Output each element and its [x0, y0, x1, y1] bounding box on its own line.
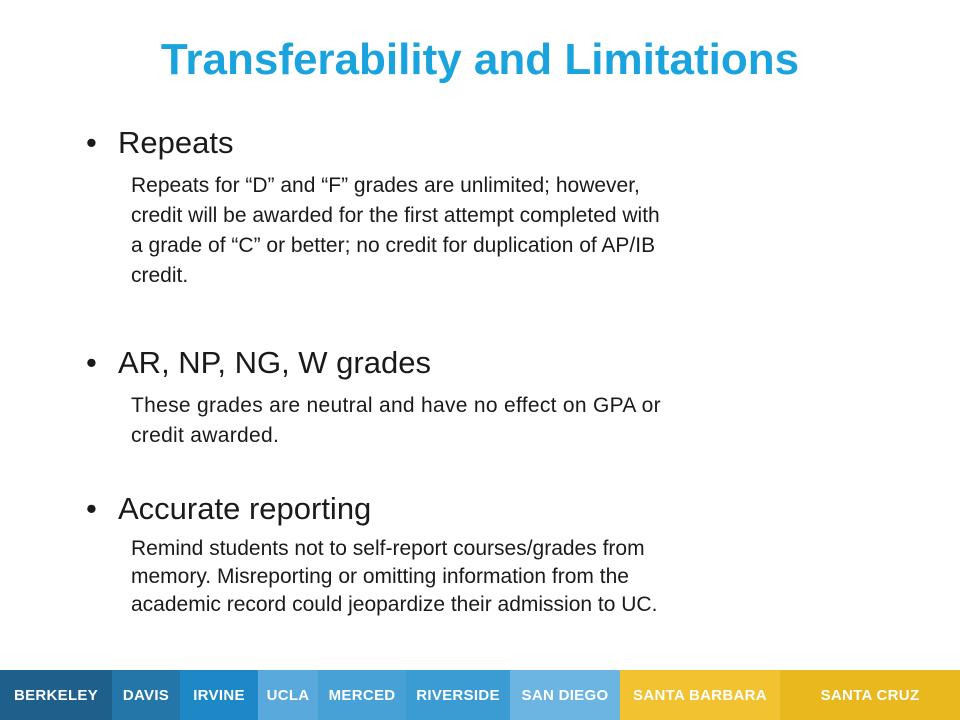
- bullet-body: [80, 171, 880, 291]
- campus-merced: MERCED: [318, 670, 406, 720]
- bullet-dot-icon: •: [86, 491, 97, 526]
- body-line: Remind students not to self-report courses/grades from: [131, 537, 645, 561]
- bullet-body: [80, 391, 880, 451]
- section-grades: [80, 344, 880, 451]
- campus-santa-barbara: SANTA BARBARA: [620, 670, 780, 720]
- bullet-heading-text: AR, NP, NG, W grades: [118, 345, 431, 380]
- bullet-heading: [80, 490, 880, 527]
- body-line: credit.: [131, 264, 189, 288]
- body-line: credit will be awarded for the first attempt completed with: [131, 204, 660, 228]
- campus-santa-cruz: SANTA CRUZ: [780, 670, 960, 720]
- campus-san-diego: SAN DIEGO: [510, 670, 620, 720]
- body-line: a grade of “C” or better; no credit for duplication of AP/IB: [131, 234, 656, 258]
- body-line: These grades are neutral and have no effect on GPA or: [131, 394, 661, 418]
- bullet-heading-text: Repeats: [118, 125, 234, 160]
- campus-irvine: IRVINE: [180, 670, 258, 720]
- slide-title: Transferability and Limitations: [160, 35, 800, 84]
- body-line: Repeats for “D” and “F” grades are unlimited; however,: [131, 174, 640, 198]
- bullet-heading: [80, 124, 880, 161]
- campus-davis: DAVIS: [112, 670, 180, 720]
- bullet-body: [80, 535, 880, 619]
- body-line: academic record could jeopardize their admission to UC.: [131, 593, 658, 617]
- bullet-dot-icon: •: [86, 345, 97, 380]
- section-reporting: [80, 490, 880, 619]
- bullet-heading-text: Accurate reporting: [118, 491, 372, 526]
- campus-riverside: RIVERSIDE: [406, 670, 510, 720]
- body-line: credit awarded.: [131, 424, 280, 448]
- bullet-dot-icon: •: [86, 125, 97, 160]
- bullet-heading: [80, 344, 880, 381]
- campus-ucla: UCLA: [258, 670, 318, 720]
- campus-banner: [0, 670, 960, 720]
- campus-berkeley: BERKELEY: [0, 670, 112, 720]
- section-repeats: [80, 124, 880, 291]
- body-line: memory. Misreporting or omitting information from the: [131, 565, 629, 589]
